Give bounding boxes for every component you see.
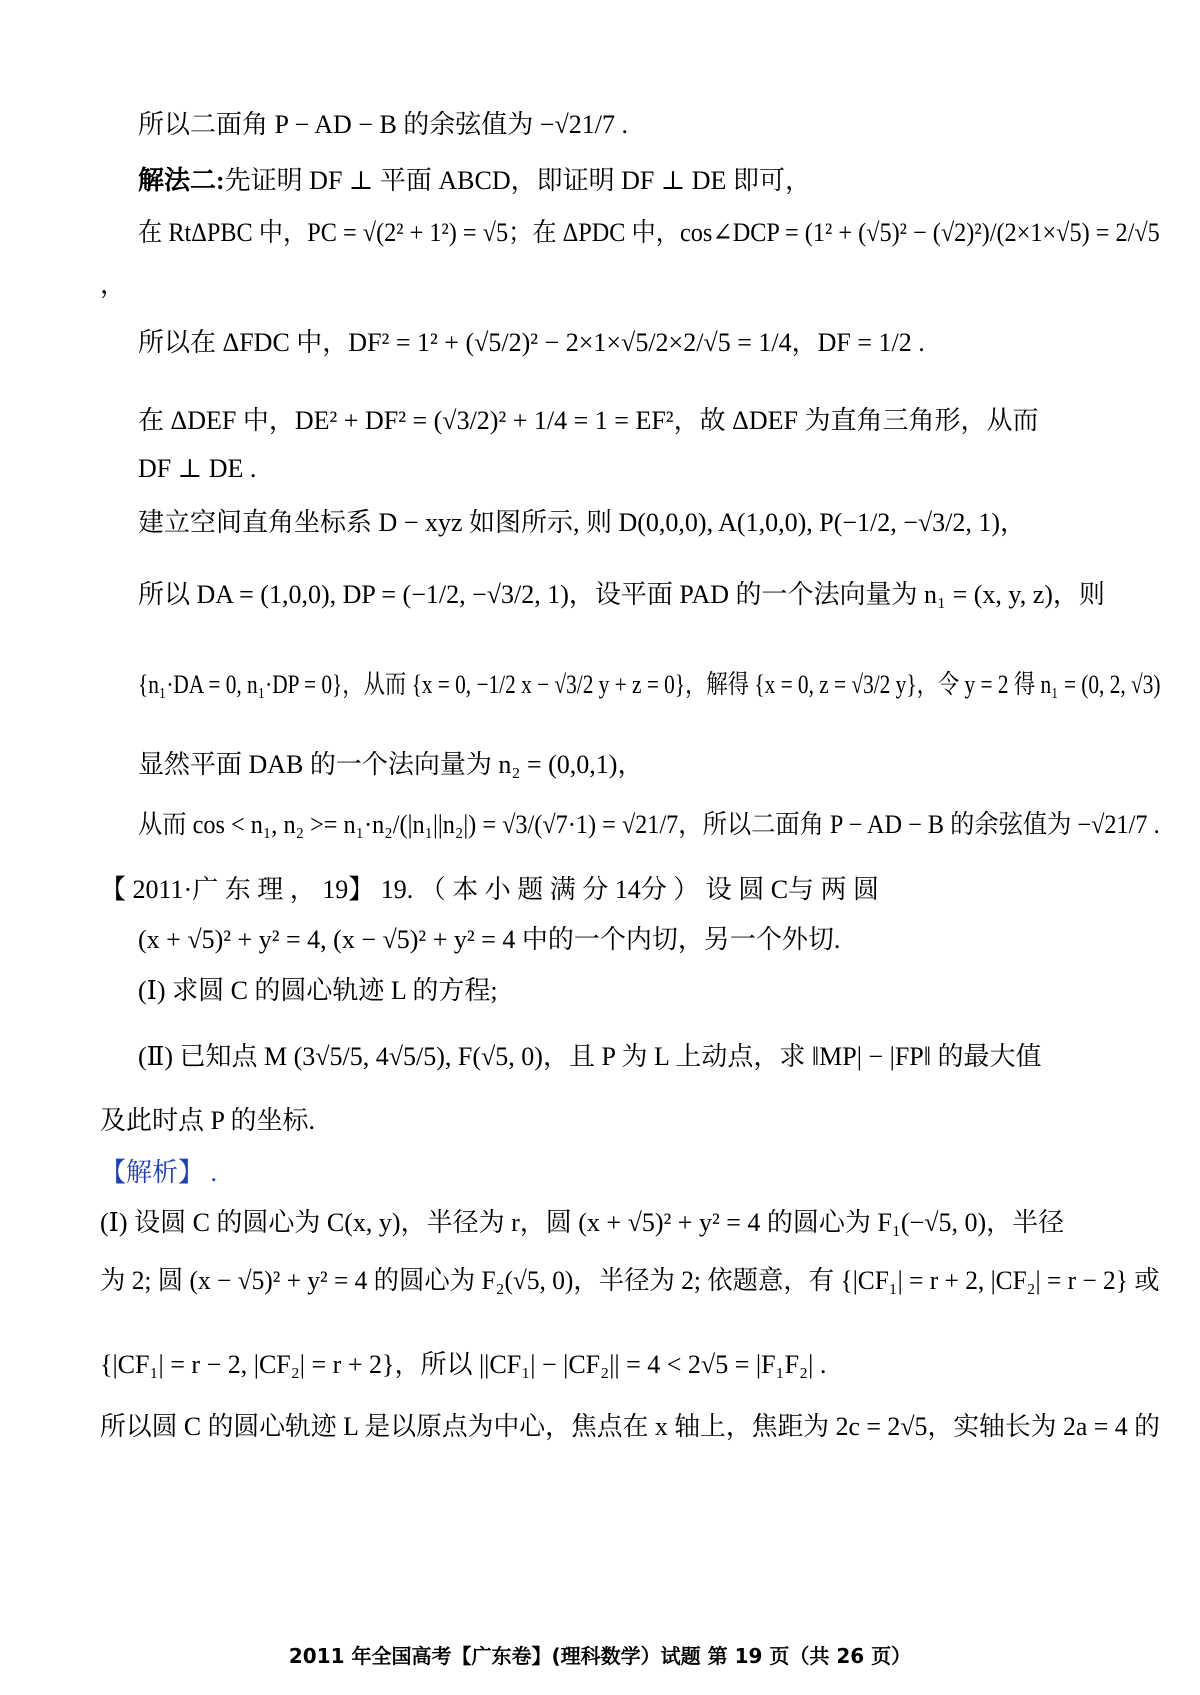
- text-line-13: 及此时点 P 的坐标.: [100, 1106, 315, 1135]
- analysis-heading: 【解析】 .: [100, 1158, 218, 1187]
- text-line-10: 显然平面 DAB 的一个法向量为 n₂ = (0,0,1)，: [138, 750, 644, 779]
- text-line-15: 为 2; 圆 (x − √5)² + y² = 4 的圆心为 F₂(√5, 0)，半径为 2; 依题意，有 {|CF₁| = r + 2, |CF₂| = r − 2} 或: [100, 1266, 1160, 1295]
- method-text: 先证明 DF ⊥ 平面 ABCD，即证明 DF ⊥ DE 即可，: [224, 166, 811, 195]
- problem-header: 【 2011·广 东 理 ， 19】 19. （ 本 小 题 满 分 14分 ） 设 圆 C与 两 圆: [100, 875, 880, 904]
- text-line-comma: ，: [100, 270, 127, 299]
- text-line-8: 所以 DA = (1,0,0), DP = (−1/2, −√3/2, 1)，设平面 PAD 的一个法向量为 n₁ = (x, y, z)，则: [138, 580, 1105, 609]
- text-line-9: {n₁·DA = 0, n₁·DP = 0}，从而 {x = 0, −1/2 x − √3/2 y + z = 0}，解得 {x = 0, z = √3/2 y}，令 y = 2 得 n₁ = (0, 2, √3): [138, 670, 1161, 699]
- text-line-17: 所以圆 C 的圆心轨迹 L 是以原点为中心，焦点在 x 轴上，焦距为 2c = 2√5，实轴长为 2a = 4 的: [100, 1412, 1160, 1441]
- text-line-4: 所以在 ΔFDC 中，DF² = 1² + (√5/2)² − 2×1×√5/2×2/√5 = 1/4，DF = 1/2 .: [138, 328, 925, 357]
- text-line-5: 在 ΔDEF 中，DE² + DF² = (√3/2)² + 1/4 = 1 = EF²，故 ΔDEF 为直角三角形，从而: [138, 406, 1039, 435]
- text-line-7: 建立空间直角坐标系 D − xyz 如图所示, 则 D(0,0,0), A(1,0,0), P(−1/2, −√3/2, 1)，: [138, 508, 1027, 537]
- text-line-12: (x + √5)² + y² = 4, (x − √5)² + y² = 4 中的一个内切，另一个外切.: [138, 925, 841, 954]
- text-line-16: {|CF₁| = r − 2, |CF₂| = r + 2}，所以 ||CF₁| − |CF₂|| = 4 < 2√5 = |F₁F₂| .: [100, 1350, 827, 1379]
- part-two-question: (Ⅱ) 已知点 M (3√5/5, 4√5/5), F(√5, 0)，且 P 为 L 上动点，求 ‖MP| − |FP‖ 的最大值: [138, 1042, 1042, 1071]
- text-line-11: 从而 cos < n₁, n₂ >= n₁·n₂/(|n₁||n₂|) = √3/(√7·1) = √21/7，所以二面角 P − AD − B 的余弦值为 −√21/7 .: [138, 810, 1160, 839]
- page-footer: 2011 年全国高考【广东卷】(理科数学）试题 第 19 页（共 26 页）: [288, 1644, 912, 1668]
- analysis-label: [100, 1160, 1120, 1186]
- method-heading: 解法二:: [138, 166, 225, 195]
- text-line-14: (Ⅰ) 设圆 C 的圆心为 C(x, y)，半径为 r，圆 (x + √5)² + y² = 4 的圆心为 F₁(−√5, 0)，半径: [100, 1208, 1065, 1237]
- text-line-6: DF ⊥ DE .: [138, 454, 257, 483]
- text-line-1: 所以二面角 P − AD − B 的余弦值为 −√21/7 .: [138, 110, 628, 139]
- text-line-2: [138, 168, 1118, 194]
- part-one-question: (Ⅰ) 求圆 C 的圆心轨迹 L 的方程;: [138, 976, 498, 1005]
- text-line-3: 在 RtΔPBC 中，PC = √(2² + 1²) = √5；在 ΔPDC 中，cos∠DCP = (1² + (√5)² − (√2)²)/(2×1×√5) = 2/√5: [138, 218, 1160, 247]
